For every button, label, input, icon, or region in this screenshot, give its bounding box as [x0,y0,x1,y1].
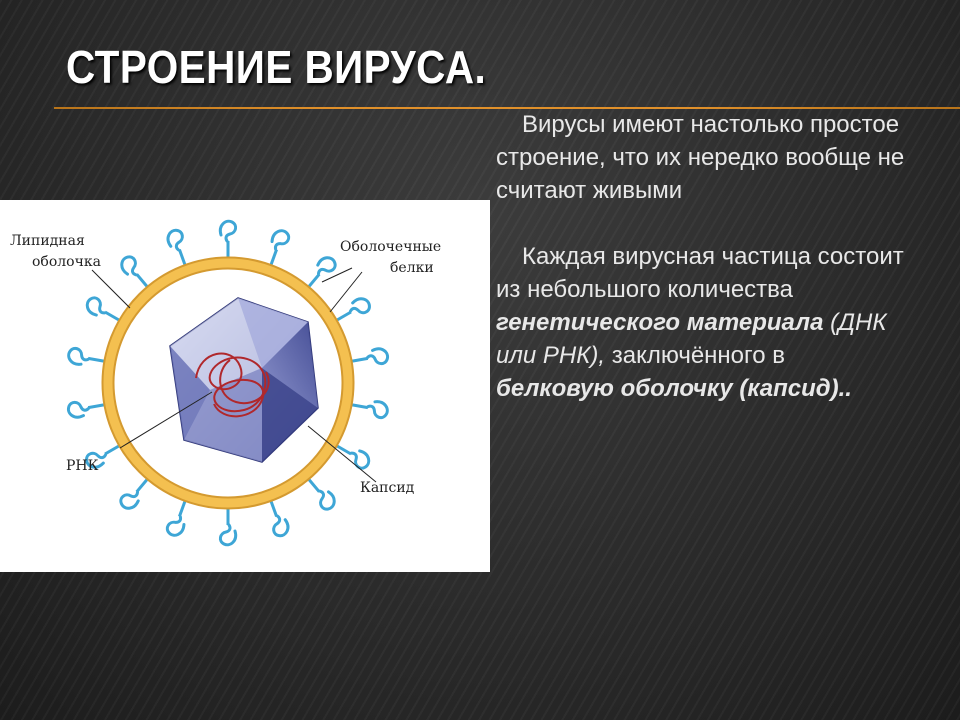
genetic-material-term: генетического материала [496,309,824,336]
label-lipid-envelope-line1: Липидная [10,233,85,249]
virus-diagram [0,200,490,572]
envelope-protein-spike [350,400,389,418]
envelope-protein-spike [335,295,372,321]
virus-diagram-svg [0,200,490,572]
paragraph-1-text: Вирусы имеют настолько простое строение, что их нередко вообще не считают живыми [496,111,905,204]
label-rna: РНК [66,458,99,474]
envelope-protein-spike [350,347,389,365]
label-lipid-envelope-line2: оболочка [32,254,101,270]
envelope-protein-spike [84,296,121,321]
label-capsid: Капсид [360,480,415,496]
envelope-protein-spike [166,500,187,538]
envelope-protein-spike [308,478,338,512]
slide-body [496,108,926,405]
paragraph-1 [496,108,926,207]
paragraph-2-lead: Каждая вирусная частица состоит из небольшого количества [496,243,904,303]
capsid-term: белковую оболочку (капсид).. [496,375,852,402]
paragraph-2 [496,240,926,405]
envelope-protein-spike [67,400,106,418]
envelope-protein-spike [67,347,106,365]
envelope-protein-spike [269,228,290,266]
envelope-protein-spike [308,254,338,288]
paragraph-2-mid: заключённого в [611,342,786,369]
slide-title: СТРОЕНИЕ ВИРУСА. [66,41,487,93]
envelope-protein-spike [118,254,148,288]
envelope-protein-spike [165,228,186,266]
label-envelope-proteins-line1: Оболочечные [340,239,442,255]
envelope-protein-spike [118,478,148,512]
envelope-protein-spike [269,500,290,538]
label-envelope-proteins-line2: белки [390,260,434,276]
envelope-protein-spike [335,445,372,470]
envelope-protein-spike [220,507,235,545]
dna-rna-note: (ДНК или РНК), [496,309,887,369]
envelope-protein-spike [220,221,235,259]
